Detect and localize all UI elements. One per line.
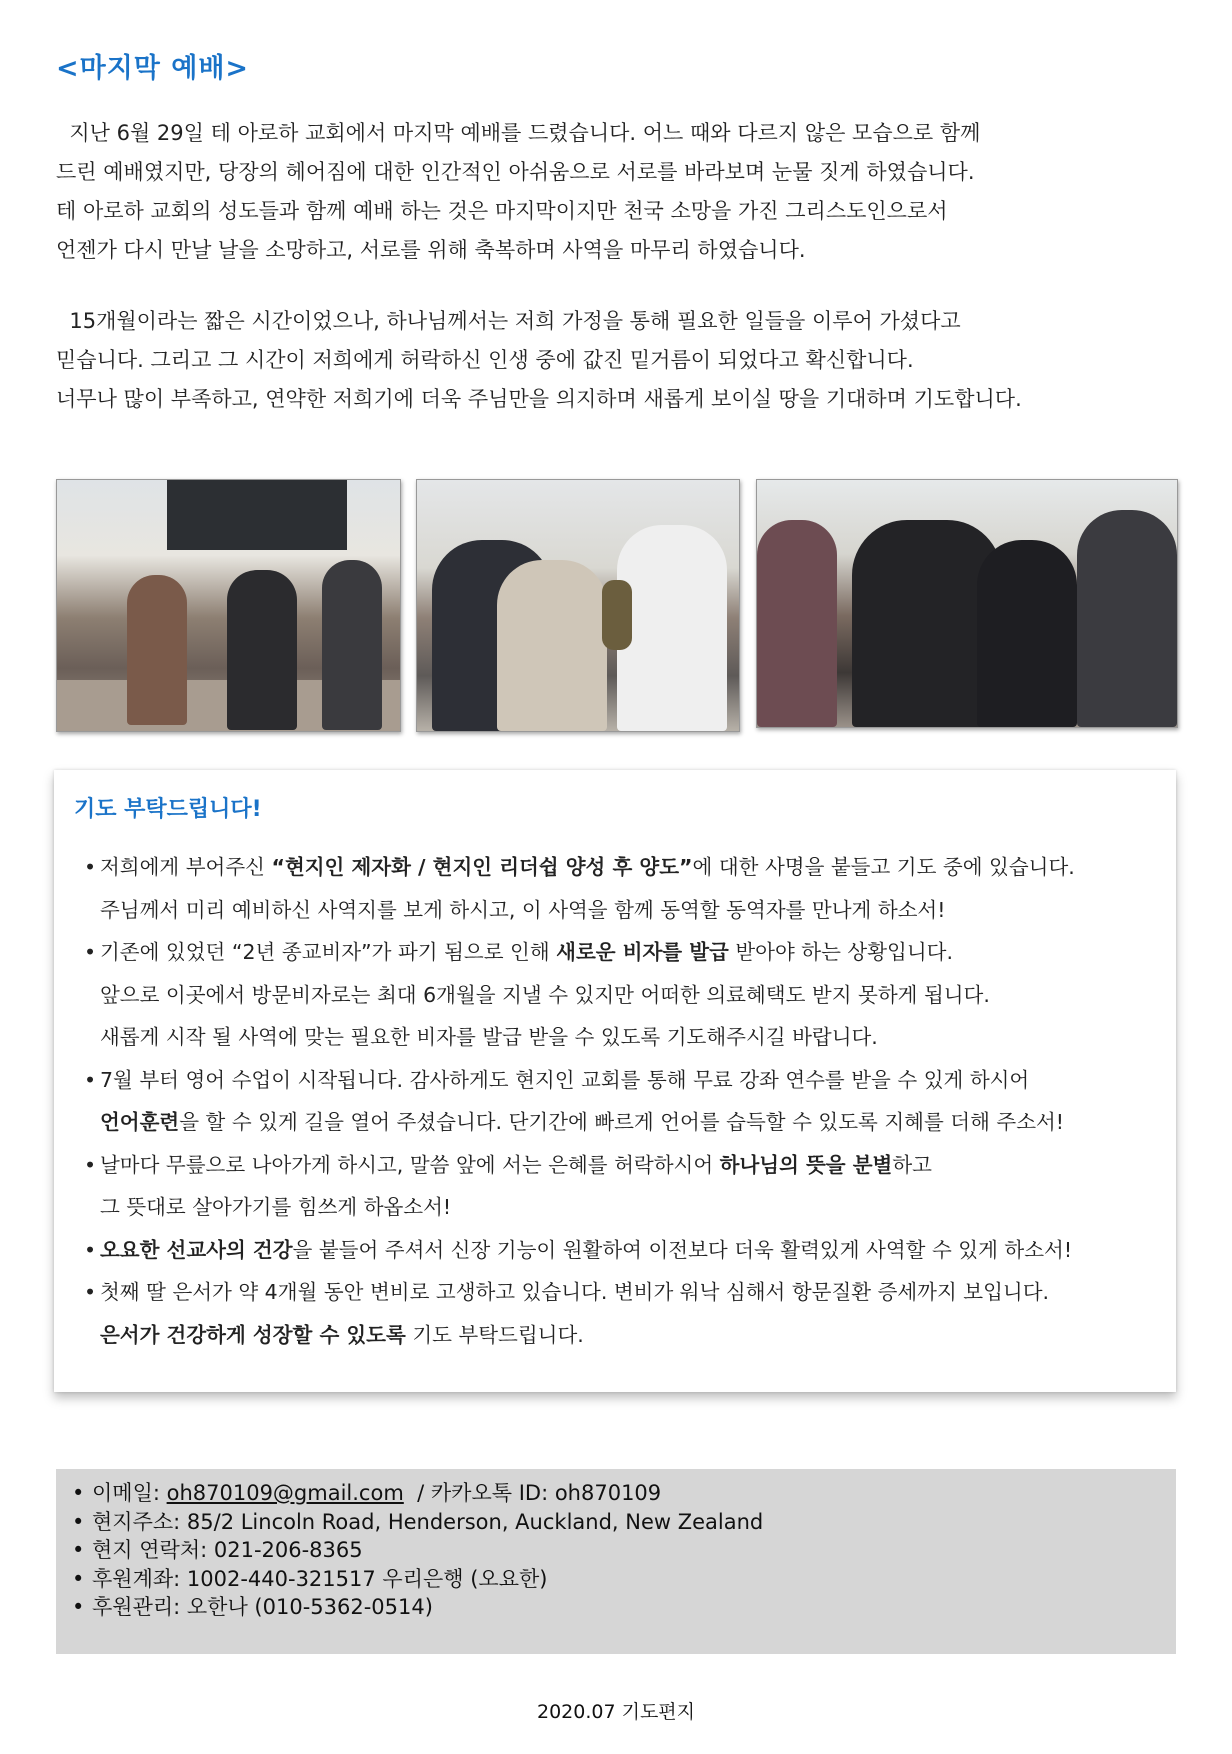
prayer-emphasis: 오요한 선교사의 건강 bbox=[100, 1237, 293, 1262]
prayer-text: 하고 bbox=[892, 1152, 932, 1177]
prayer-request-box bbox=[54, 770, 1176, 1392]
paragraph-line: 테 아로하 교회의 성도들과 함께 예배 하는 것은 마지막이지만 천국 소망을 가진 그리스도인으로서 bbox=[56, 199, 948, 223]
contact-email bbox=[72, 1479, 763, 1508]
contact-manager: • 후원관리: 오한나 (010-5362-0514) bbox=[72, 1593, 763, 1622]
prayer-line: • 7월 부터 영어 수업이 시작됩니다. 감사하게도 현지인 교회를 통해 무료 강좌 연수를 받을 수 있게 하시어 bbox=[100, 1067, 1030, 1092]
prayer-line bbox=[100, 1229, 1166, 1272]
prayer-line bbox=[100, 1314, 1166, 1357]
contact-list bbox=[72, 1479, 763, 1622]
prayer-emphasis: 은서가 건강하게 성장할 수 있도록 bbox=[100, 1322, 406, 1347]
section-title: <마지막 예배> bbox=[56, 53, 250, 84]
prayer-item bbox=[84, 1059, 1166, 1144]
prayer-emphasis: 하나님의 뜻을 분별 bbox=[719, 1152, 893, 1177]
prayer-text: 기도 부탁드립니다. bbox=[405, 1322, 584, 1347]
prayer-item bbox=[84, 1229, 1166, 1272]
prayer-line bbox=[100, 931, 1166, 974]
photo-farewell-hug bbox=[756, 479, 1178, 728]
prayer-emphasis: 언어훈련 bbox=[100, 1110, 180, 1134]
paragraph-line: 15개월이라는 짧은 시간이었으나, 하나님께서는 저희 가정을 통해 필요한 일들을 이루어 가셨다고 bbox=[56, 309, 961, 333]
contact-account: • 후원계좌: 1002-440-321517 우리은행 (오요한) bbox=[72, 1565, 763, 1594]
prayer-text: 을 할 수 있게 길을 열어 주셨습니다. 단기간에 빠르게 언어를 습득할 수 있도록 지혜를 더해 주소서! bbox=[179, 1110, 1065, 1134]
prayer-line bbox=[100, 1144, 1166, 1187]
prayer-text: 을 붙들어 주셔서 신장 기능이 원활하여 이전보다 더욱 활력있게 사역할 수 있게 하소서! bbox=[292, 1237, 1073, 1262]
paragraph-line: 너무나 많이 부족하고, 연약한 저희기에 더욱 주님만을 의지하며 새롭게 보이실 땅을 기대하며 기도합니다. bbox=[56, 387, 1022, 411]
prayer-line: 앞으로 이곳에서 방문비자로는 최대 6개월을 지낼 수 있지만 어떠한 의료혜택도 받지 못하게 됩니다. bbox=[100, 982, 990, 1007]
prayer-text: 에 대한 사명을 붙들고 기도 중에 있습니다. bbox=[692, 855, 1075, 879]
prayer-line bbox=[100, 1101, 1166, 1144]
prayer-list bbox=[84, 846, 1166, 1356]
prayer-item bbox=[84, 1144, 1166, 1229]
prayer-item bbox=[84, 846, 1166, 931]
contact-box bbox=[56, 1469, 1176, 1654]
prayer-line: • 첫째 딸 은서가 약 4개월 동안 변비로 고생하고 있습니다. 변비가 워낙 심해서 항문질환 증세까지 보입니다. bbox=[100, 1280, 1050, 1304]
paragraph-line: 믿습니다. 그리고 그 시간이 저희에게 허락하신 인생 중에 값진 밑거름이 되었다고 확신합니다. bbox=[56, 348, 914, 372]
prayer-text: 날마다 무릎으로 나아가게 하시고, 말씀 앞에 서는 은혜를 허락하시어 bbox=[100, 1152, 720, 1177]
paragraph-reflection bbox=[56, 302, 1186, 419]
prayer-line: 그 뜻대로 살아가기를 힘쓰게 하옵소서! bbox=[100, 1195, 452, 1219]
paragraph-last-service bbox=[56, 114, 1186, 270]
email-label: 이메일: bbox=[92, 1481, 167, 1505]
prayer-line: 새롭게 시작 될 사역에 맞는 필요한 비자를 발급 받을 수 있도록 기도해주시길 바랍니다. bbox=[100, 1025, 878, 1049]
prayer-title: 기도 부탁드립니다! bbox=[74, 797, 262, 822]
prayer-emphasis: 새로운 비자를 발급 bbox=[556, 940, 729, 964]
prayer-item bbox=[84, 1271, 1166, 1356]
paragraph-line: 언젠가 다시 만날 날을 소망하고, 서로를 위해 축복하며 사역을 마무리 하였습니다. bbox=[56, 238, 806, 262]
paragraph-line: 지난 6월 29일 테 아로하 교회에서 마지막 예배를 드렸습니다. 어느 때와 다르지 않은 모습으로 함께 bbox=[56, 121, 981, 145]
prayer-text: 기존에 있었던 “2년 종교비자”가 파기 됨으로 인해 bbox=[100, 940, 557, 964]
prayer-emphasis: “현지인 제자화 / 현지인 리더쉽 양성 후 양도” bbox=[271, 855, 693, 879]
kakao-id: / 카카오톡 ID: oh870109 bbox=[403, 1481, 662, 1505]
contact-phone: • 현지 연락처: 021-206-8365 bbox=[72, 1536, 763, 1565]
prayer-line: 주님께서 미리 예비하신 사역지를 보게 하시고, 이 사역을 함께 동역할 동역자를 만나게 하소서! bbox=[100, 897, 946, 922]
photo-farewell-prayer bbox=[56, 479, 401, 732]
photo-hugging-members bbox=[416, 479, 740, 732]
footer-label: 2020.07 기도편지 bbox=[536, 1701, 696, 1723]
contact-address: • 현지주소: 85/2 Lincoln Road, Henderson, Auckland, New Zealand bbox=[72, 1508, 763, 1537]
paragraph-line: 드린 예배였지만, 당장의 헤어짐에 대한 인간적인 아쉬움으로 서로를 바라보며 눈물 짓게 하였습니다. bbox=[56, 160, 975, 184]
email-link[interactable]: oh870109@gmail.com bbox=[166, 1481, 404, 1505]
prayer-line bbox=[100, 846, 1166, 889]
prayer-item bbox=[84, 931, 1166, 1059]
prayer-text: 저희에게 부어주신 bbox=[100, 855, 272, 879]
prayer-text: 받아야 하는 상황입니다. bbox=[728, 940, 953, 964]
